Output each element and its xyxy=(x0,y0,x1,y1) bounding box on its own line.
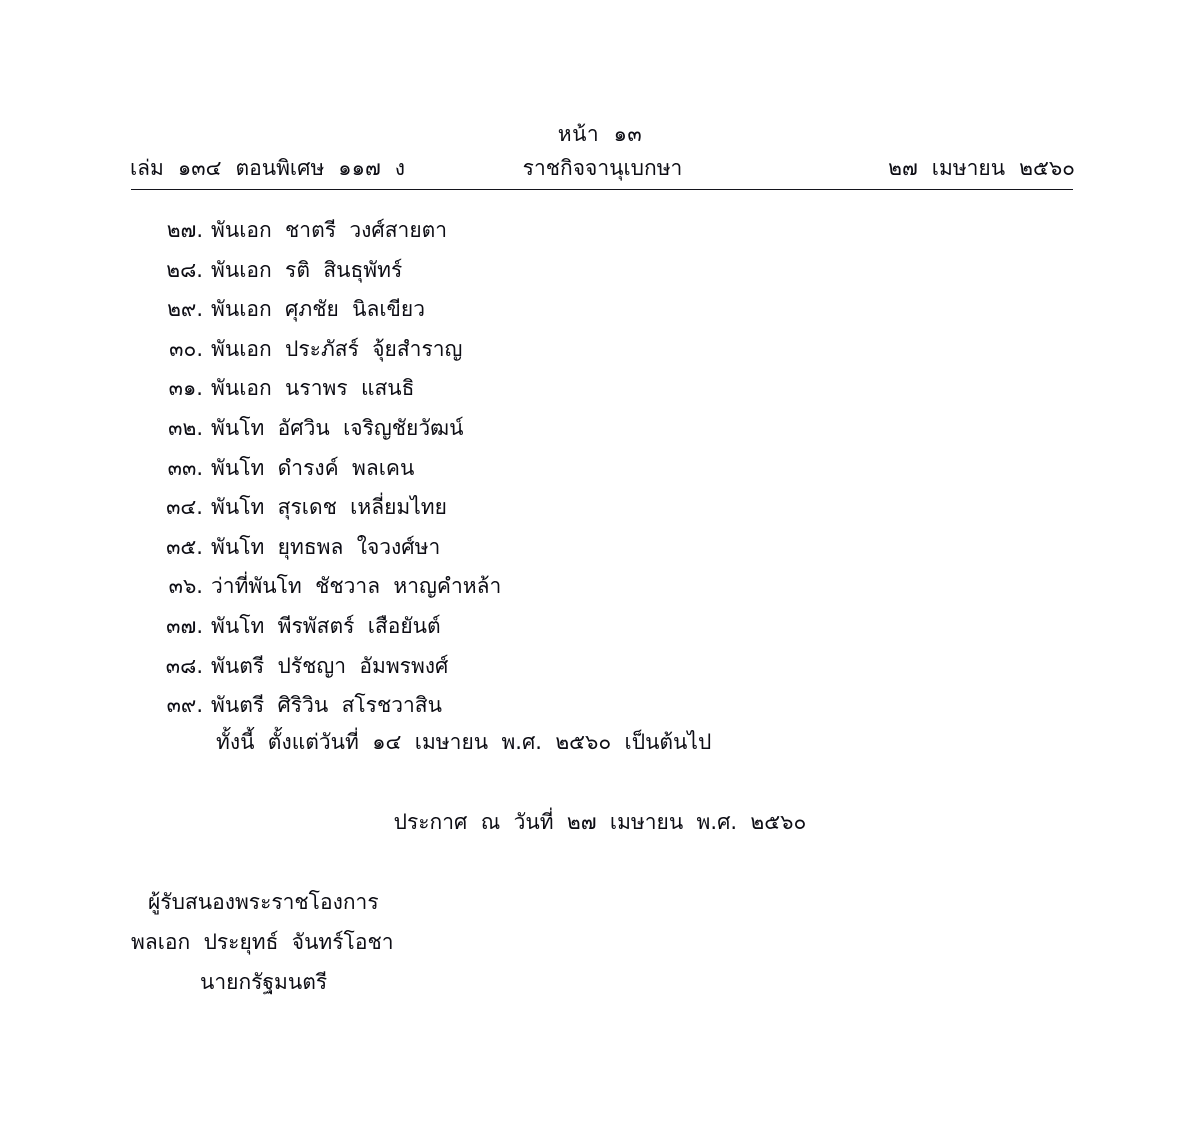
countersign-name: พลเอก ประยุทธ์ จันทร์โอชา xyxy=(131,930,394,954)
header-right-group xyxy=(888,152,1075,185)
list-item xyxy=(131,333,1073,373)
list-item-name: พันเอก นราพร แสนธิ xyxy=(211,376,415,401)
list-item xyxy=(131,689,1073,729)
section-suffix: ง xyxy=(394,156,406,180)
name-list xyxy=(131,214,1073,729)
list-item-name: พันตรี ปรัชญา อัมพรพงศ์ xyxy=(211,653,449,678)
list-item-number: ๓๒. xyxy=(168,415,203,440)
page-number: หน้า ๑๓ xyxy=(557,122,643,146)
date-month: เมษายน xyxy=(931,156,1006,180)
date-day: ๒๗ xyxy=(888,156,918,180)
list-item-number: ๒๙. xyxy=(167,297,203,322)
list-item xyxy=(131,610,1073,650)
list-item-number: ๓๙. xyxy=(166,693,203,718)
list-item-name: พันเอก ชาตรี วงศ์สายตา xyxy=(211,218,448,242)
date-year: ๒๕๖๐ xyxy=(1019,156,1075,180)
list-item-number: ๓๕. xyxy=(166,534,203,559)
list-item-number: ๓๗. xyxy=(166,613,203,638)
list-item xyxy=(131,491,1073,531)
list-item-number: ๒๗. xyxy=(166,218,203,242)
list-item-number: ๓๓. xyxy=(167,455,203,480)
list-item-number: ๓๐. xyxy=(169,336,203,361)
list-item-number: ๒๘. xyxy=(166,257,203,282)
list-item xyxy=(131,452,1073,492)
countersign-label: ผู้รับสนองพระราชโองการ xyxy=(148,890,379,914)
list-item-name: พันโท พีรพัสตร์ เสือยันต์ xyxy=(211,613,441,638)
announcement-date-paragraph: ประกาศ ณ วันที่ ๒๗ เมษายน พ.ศ. ๒๕๖๐ xyxy=(393,810,807,834)
gazette-title: ราชกิจจานุเบกษา xyxy=(522,156,683,180)
list-item-number: ๓๑. xyxy=(168,376,203,401)
list-item-name: พันเอก รติ สินธุพัทร์ xyxy=(211,257,403,282)
header-divider xyxy=(131,189,1073,190)
effective-date-paragraph: ทั้งนี้ ตั้งแต่วันที่ ๑๔ เมษายน พ.ศ. ๒๕๖๐ เป็นต้นไป xyxy=(216,730,712,754)
list-item-name: ว่าที่พันโท ชัชวาล หาญคำหล้า xyxy=(211,574,502,599)
list-item-name: พันเอก ประภัสร์ จุ้ยสำราญ xyxy=(211,336,463,361)
list-item xyxy=(131,372,1073,412)
list-item xyxy=(131,531,1073,571)
volume-value: ๑๓๔ xyxy=(177,156,222,180)
list-item-number: ๓๘. xyxy=(165,653,203,678)
list-item xyxy=(131,254,1073,294)
list-item-name: พันโท อัศวิน เจริญชัยวัฒน์ xyxy=(211,415,464,440)
list-item-name: พันโท ดำรงค์ พลเคน xyxy=(211,455,415,480)
list-item-name: พันโท ยุทธพล ใจวงศ์ษา xyxy=(211,534,441,559)
list-item xyxy=(131,650,1073,690)
list-item xyxy=(131,214,1073,254)
list-item xyxy=(131,293,1073,333)
list-item-number: ๓๖. xyxy=(168,574,203,599)
list-item-name: พันโท สุรเดช เหลี่ยมไทย xyxy=(211,495,447,520)
list-item-name: พันตรี ศิริวิน สโรชวาสิน xyxy=(211,693,442,718)
list-item-number: ๓๔. xyxy=(166,495,203,520)
gazette-header xyxy=(130,152,1075,185)
list-item-name: พันเอก ศุภชัย นิลเขียว xyxy=(211,297,425,322)
section-value: ๑๑๗ xyxy=(338,156,381,180)
list-item xyxy=(131,570,1073,610)
header-left-group xyxy=(130,152,405,185)
section-label: ตอนพิเศษ xyxy=(235,156,325,180)
countersign-position: นายกรัฐมนตรี xyxy=(200,970,328,994)
list-item xyxy=(131,412,1073,452)
volume-label: เล่ม xyxy=(130,156,164,180)
